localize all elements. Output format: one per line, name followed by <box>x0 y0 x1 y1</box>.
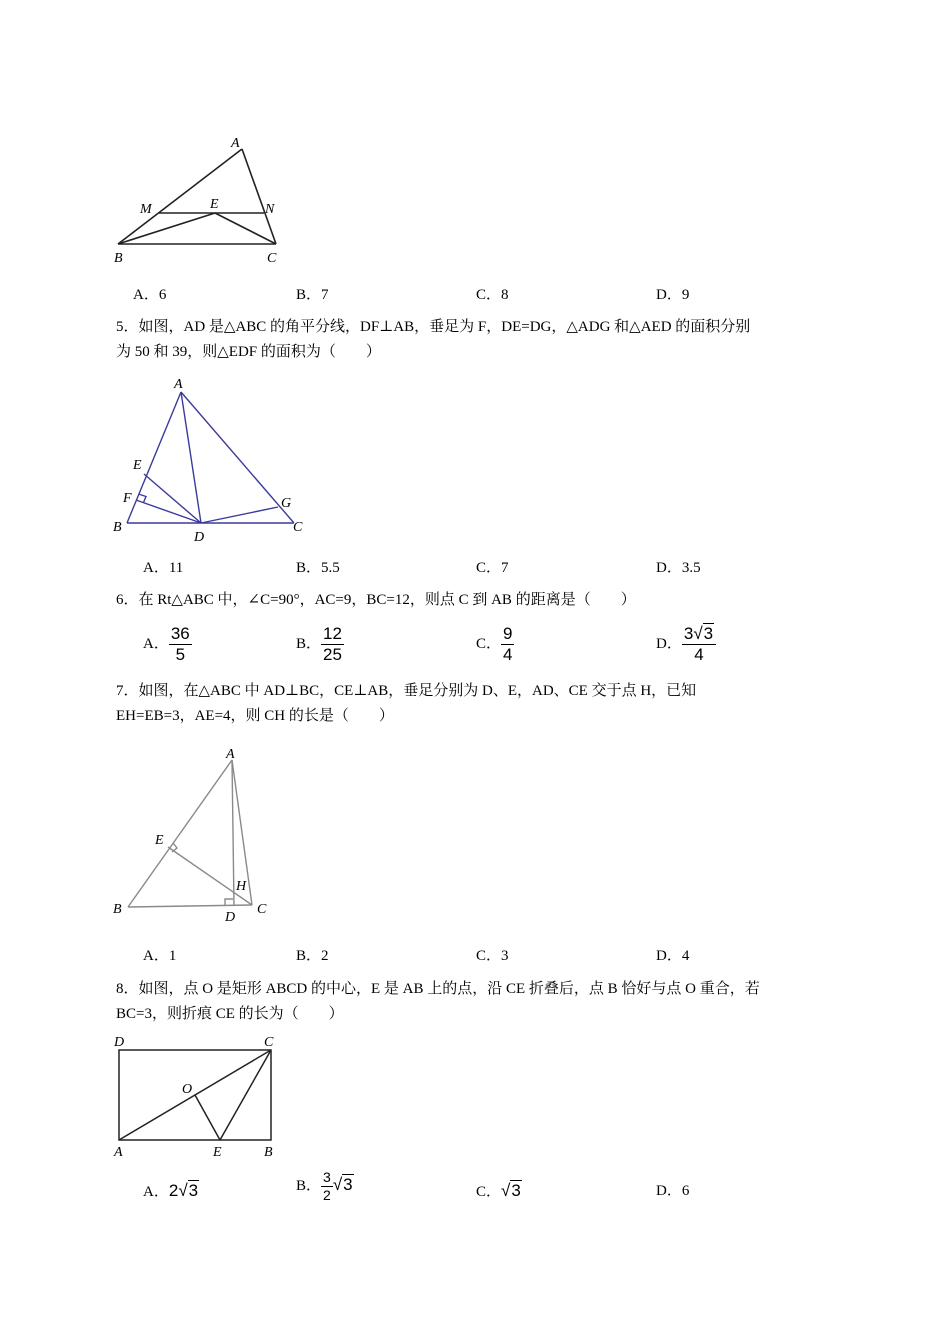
q5-option-c[interactable]: C．7 <box>476 560 509 576</box>
fraction: $\frac{36}{5}$ <box>170 624 190 664</box>
label-e: E <box>210 197 219 212</box>
q7-option-c[interactable]: C．3 <box>476 948 509 964</box>
label-n: N <box>265 202 275 217</box>
seg-ce <box>168 847 252 905</box>
sqrt: √3 <box>501 1181 521 1200</box>
option-label: C． <box>476 635 502 652</box>
seg-ab <box>118 149 242 244</box>
label-d: D <box>194 530 205 542</box>
option-label: C． <box>476 1184 502 1200</box>
option-label: D． <box>656 635 682 652</box>
fraction: $\frac{3√3}{4}$ <box>682 625 716 664</box>
figure-q4-triangle <box>105 128 305 268</box>
q4-option-b[interactable]: B．7 <box>296 287 329 303</box>
q7-option-d[interactable]: D．4 <box>656 948 690 964</box>
label-b: B <box>114 251 123 266</box>
q8-option-a[interactable]: A．2√3 <box>143 1181 199 1200</box>
q7-stem-line2: EH=EB=3，AE=4，则 CH 的长是（ ） <box>116 708 394 724</box>
seg-ec <box>220 1050 271 1140</box>
label-m: M <box>140 202 152 217</box>
q8-stem-line2: BC=3，则折痕 CE 的长为（ ） <box>116 1006 344 1022</box>
label-d: D <box>225 910 236 925</box>
label-a: A <box>231 136 240 151</box>
label-c: C <box>267 251 277 266</box>
label-c: C <box>293 520 303 535</box>
q8-option-c[interactable] <box>476 1181 522 1202</box>
q5-option-a[interactable]: A．11 <box>143 560 184 576</box>
seg-be <box>118 213 215 244</box>
label-g: G <box>281 496 292 511</box>
option-label: A． <box>143 635 169 652</box>
label-b: B <box>113 520 122 535</box>
seg-ab <box>128 760 232 907</box>
label-h: H <box>236 879 247 894</box>
q7-option-a[interactable]: A．1 <box>143 948 177 964</box>
sqrt: √3 <box>178 1181 199 1200</box>
label-c: C <box>264 1035 274 1050</box>
figure-q5-triangle <box>105 372 320 542</box>
q6-option-a[interactable] <box>143 625 192 664</box>
sqrt: √3 <box>332 1174 353 1194</box>
q5-stem-line1: 5．如图，AD 是△ABC 的角平分线，DF⊥AB，垂足为 F，DE=DG，△ADG 和△AED 的面积分别 <box>116 319 751 335</box>
label-a: A <box>114 1145 123 1160</box>
fraction: $\frac{12}{25}$ <box>323 624 342 664</box>
seg-ad <box>232 760 234 906</box>
q8-stem-line1: 8．如图，点 O 是矩形 ABCD 的中心，E 是 AB 上的点，沿 CE 折叠后，点 B 恰好与点 O 重合，若 <box>116 981 760 997</box>
q6-option-b[interactable] <box>296 625 344 664</box>
label-f: F <box>123 491 132 506</box>
q6-option-d[interactable] <box>656 625 716 664</box>
q5-stem-line2: 为 50 和 39，则△EDF 的面积为（ ） <box>116 344 381 360</box>
label-d: D <box>114 1035 125 1050</box>
label-e: E <box>133 458 142 473</box>
seg-fd <box>136 500 201 523</box>
label-e: E <box>155 833 164 848</box>
label-b: B <box>264 1145 273 1160</box>
seg-oe <box>195 1095 220 1140</box>
option-label: A． <box>143 1184 169 1200</box>
q8-option-b[interactable] <box>296 1170 354 1203</box>
seg-gd <box>201 507 278 523</box>
q8-option-d[interactable]: D．6 <box>656 1183 690 1199</box>
q4-option-a[interactable]: A．6 <box>133 287 167 303</box>
q5-option-b[interactable]: B．5.5 <box>296 560 340 576</box>
q5-option-d[interactable]: D．3.5 <box>656 560 701 576</box>
label-a: A <box>226 747 235 762</box>
label-b: B <box>113 902 122 917</box>
seg-ed <box>144 474 201 523</box>
label-a: A <box>174 377 183 392</box>
label-e: E <box>213 1145 222 1160</box>
label-c: C <box>257 902 267 917</box>
q4-option-d[interactable]: D．9 <box>656 287 690 303</box>
label-o: O <box>182 1082 193 1097</box>
q6-stem: 6．在 Rt△ABC 中，∠C=90°，AC=9，BC=12，则点 C 到 AB 的距离是（ ） <box>116 592 636 608</box>
option-label: B． <box>296 635 322 652</box>
fraction: $\frac{3}{2}$ <box>323 1169 331 1203</box>
fraction: $\frac{9}{4}$ <box>503 624 513 664</box>
option-label: B． <box>296 1177 322 1194</box>
figure-q8-rectangle <box>105 1030 290 1160</box>
q7-option-b[interactable]: B．2 <box>296 948 329 964</box>
q7-stem-line1: 7．如图，在△ABC 中 AD⊥BC，CE⊥AB，垂足分别为 D、E，AD、CE 交于点 H，已知 <box>116 683 697 699</box>
sqrt: √3 <box>693 624 714 643</box>
q6-option-c[interactable] <box>476 625 514 664</box>
figure-q7-triangle <box>105 740 280 930</box>
q4-option-c[interactable]: C．8 <box>476 287 509 303</box>
